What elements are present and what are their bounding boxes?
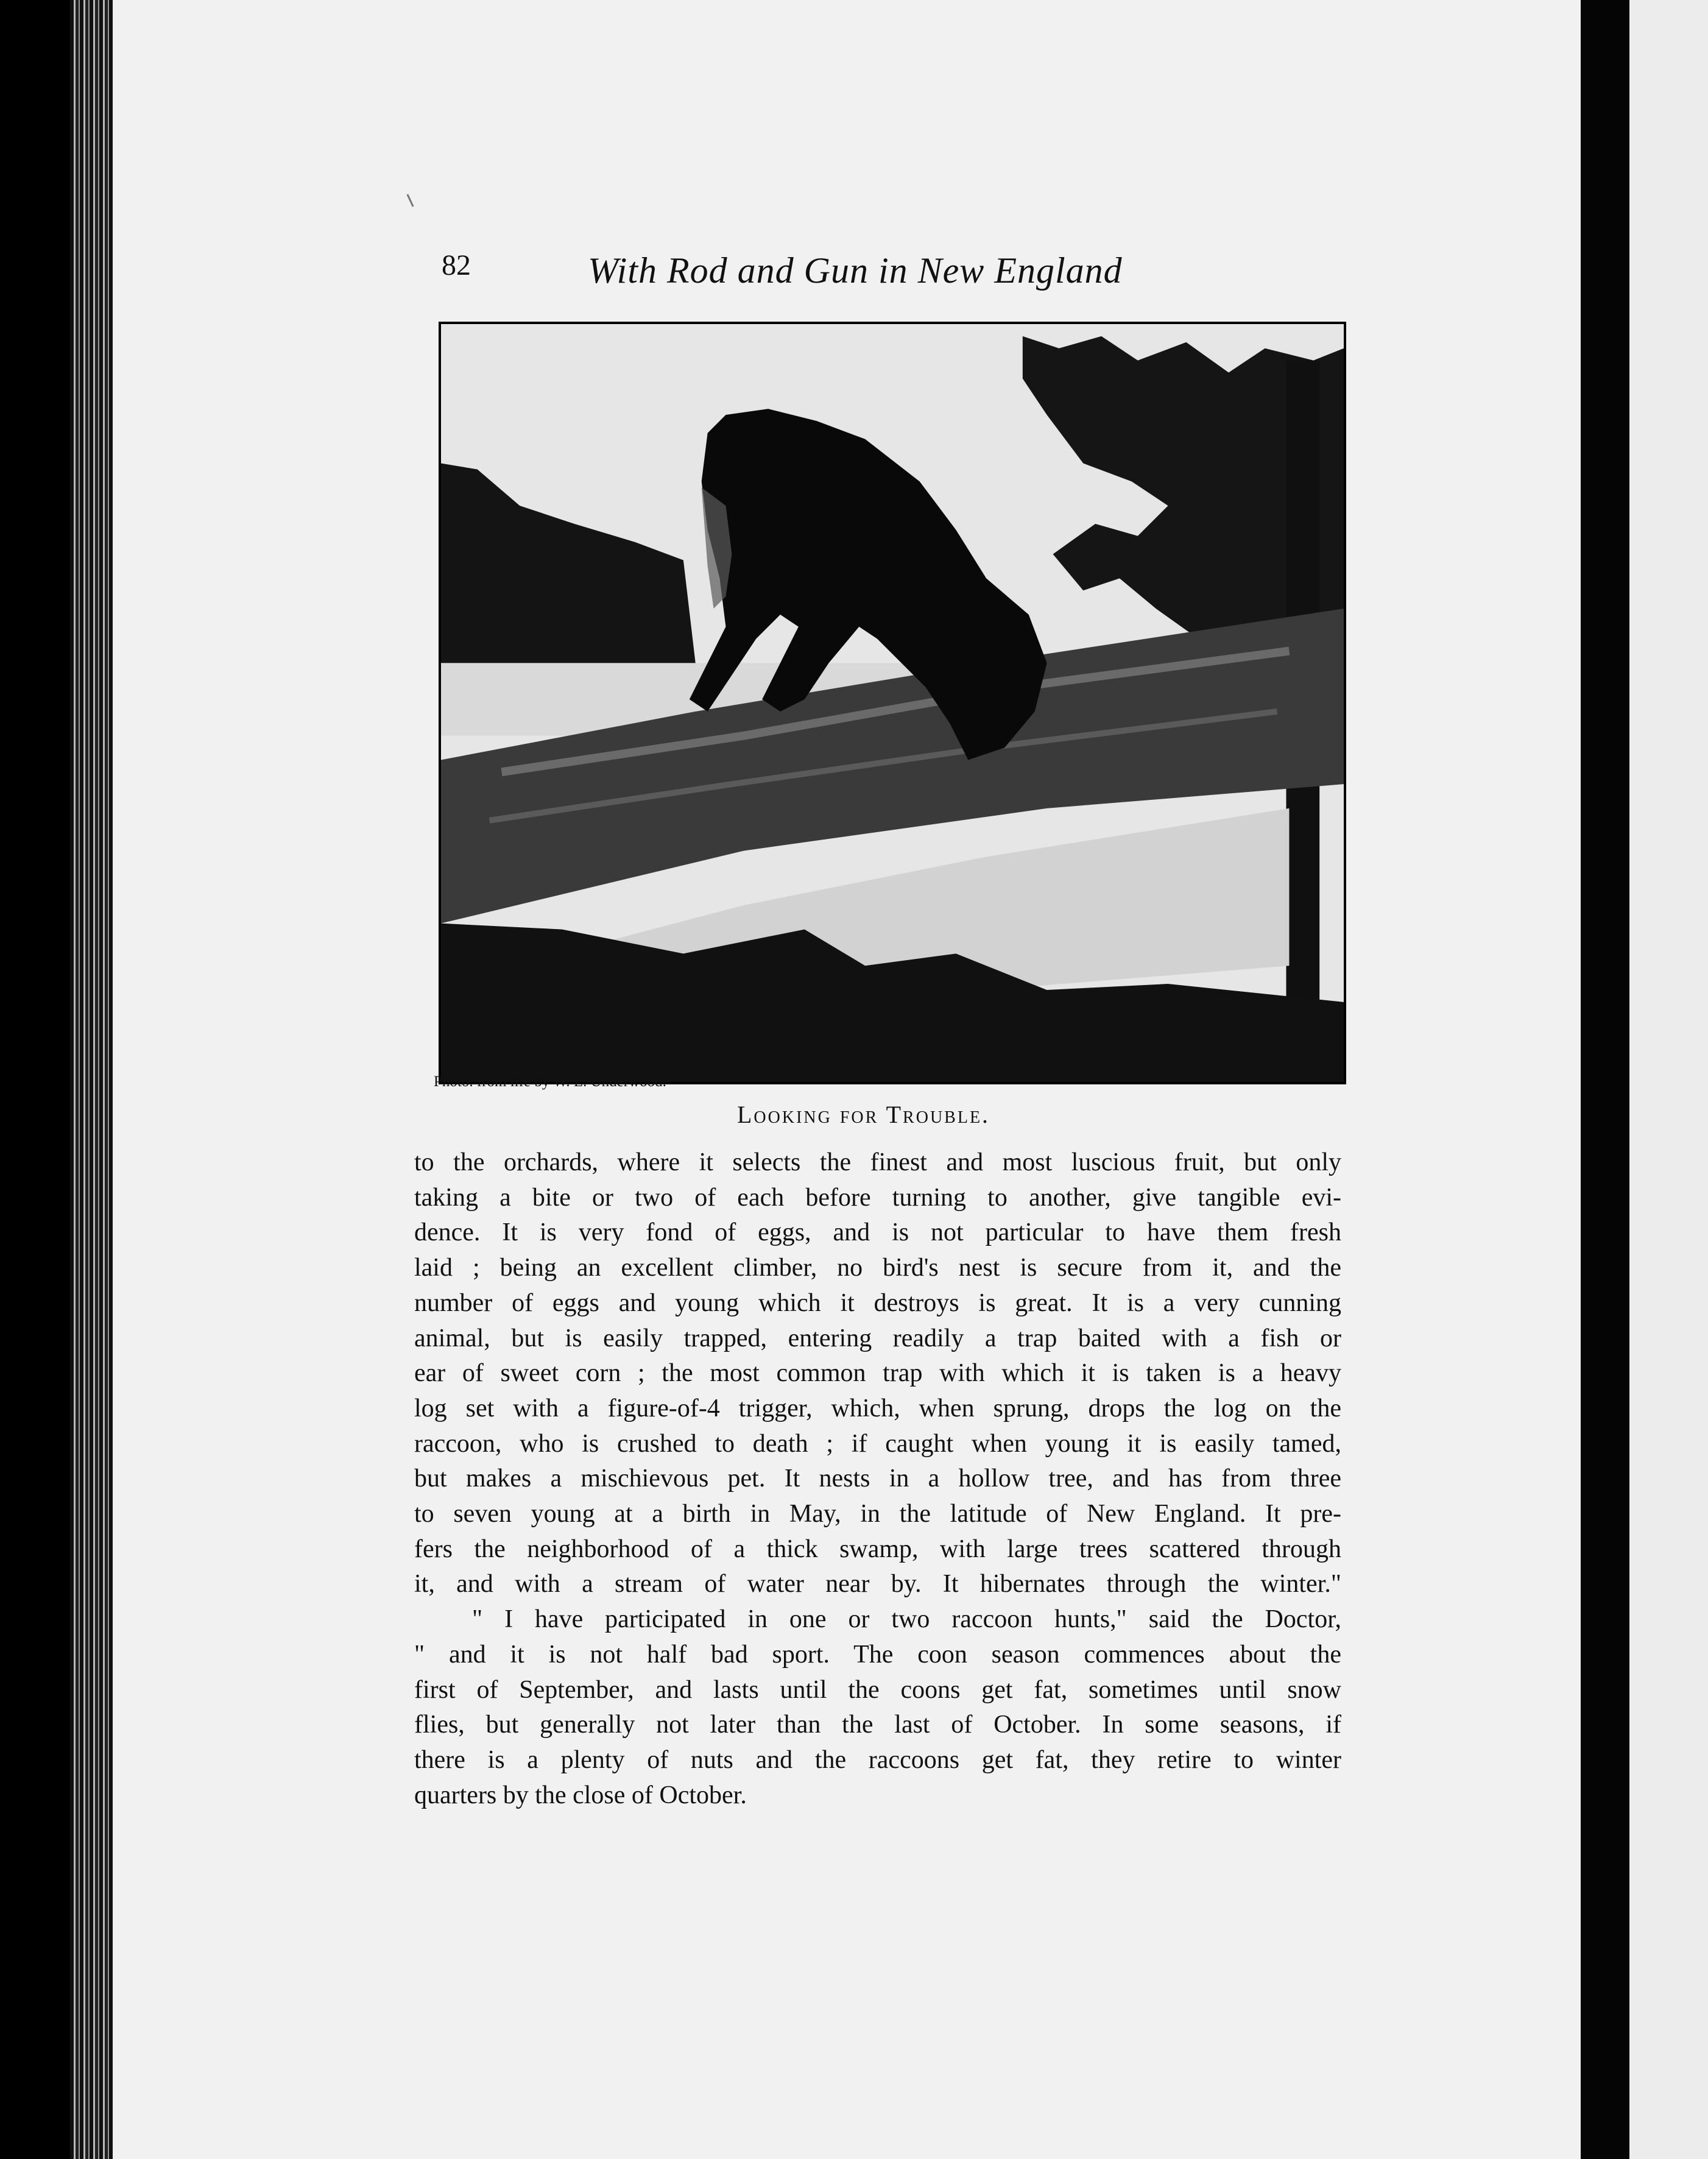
text-line: to the orchards, where it selects the finest and most luscious fruit, but only <box>414 1148 1341 1176</box>
photo-credit: Photo. from life by W. L. Underwood. <box>434 1073 666 1090</box>
text-line: there is a plenty of nuts and the raccoons get fat, they retire to winter <box>414 1745 1341 1774</box>
text-line: fers the neighborhood of a thick swamp, with large trees scattered through <box>414 1535 1341 1563</box>
text-line: animal, but is easily trapped, entering readily a trap baited with a fish or <box>414 1324 1341 1352</box>
text-line: number of eggs and young which it destroys is great. It is a very cunning <box>414 1288 1341 1317</box>
text-line: to seven young at a birth in May, in the latitude of New England. It pre- <box>414 1500 1341 1528</box>
next-page-edge <box>1629 0 1708 2159</box>
text-line: raccoon, who is crushed to death ; if caught when young it is easily tamed, <box>414 1429 1341 1458</box>
book-edge <box>70 0 113 2159</box>
page-number: 82 <box>442 249 471 281</box>
running-title: With Rod and Gun in New England <box>588 250 1123 291</box>
raccoon-photo <box>439 322 1346 1084</box>
text-line: it, and with a stream of water near by. It hibernates through the winter." <box>414 1570 1341 1599</box>
text-line: " I have participated in one or two raccoon hunts," said the Doctor, <box>472 1605 1341 1634</box>
figure-caption: Looking for Trouble. <box>737 1101 990 1128</box>
text-line: quarters by the close of October. <box>414 1781 747 1809</box>
body-text <box>414 1145 1341 1813</box>
text-line: but makes a mischievous pet. It nests in a hollow tree, and has from three <box>414 1465 1341 1493</box>
text-line: laid ; being an excellent climber, no bird's nest is secure from it, and the <box>414 1254 1341 1282</box>
text-line: ear of sweet corn ; the most common trap with which it is taken is a heavy <box>414 1359 1341 1388</box>
text-line: taking a bite or two of each before turning to another, give tangible evi- <box>414 1183 1341 1212</box>
page-gutter <box>1581 0 1629 2159</box>
text-line: dence. It is very fond of eggs, and is not particular to have them fresh <box>414 1218 1341 1247</box>
text-line: " and it is not half bad sport. The coon season commences about the <box>414 1640 1341 1669</box>
text-line: log set with a figure-of-4 trigger, which, when sprung, drops the log on the <box>414 1394 1341 1422</box>
text-line: flies, but generally not later than the last of October. In some seasons, if <box>414 1711 1341 1739</box>
raccoon-photo-image <box>441 324 1344 1082</box>
text-line: first of September, and lasts until the coons get fat, sometimes until snow <box>414 1675 1341 1704</box>
